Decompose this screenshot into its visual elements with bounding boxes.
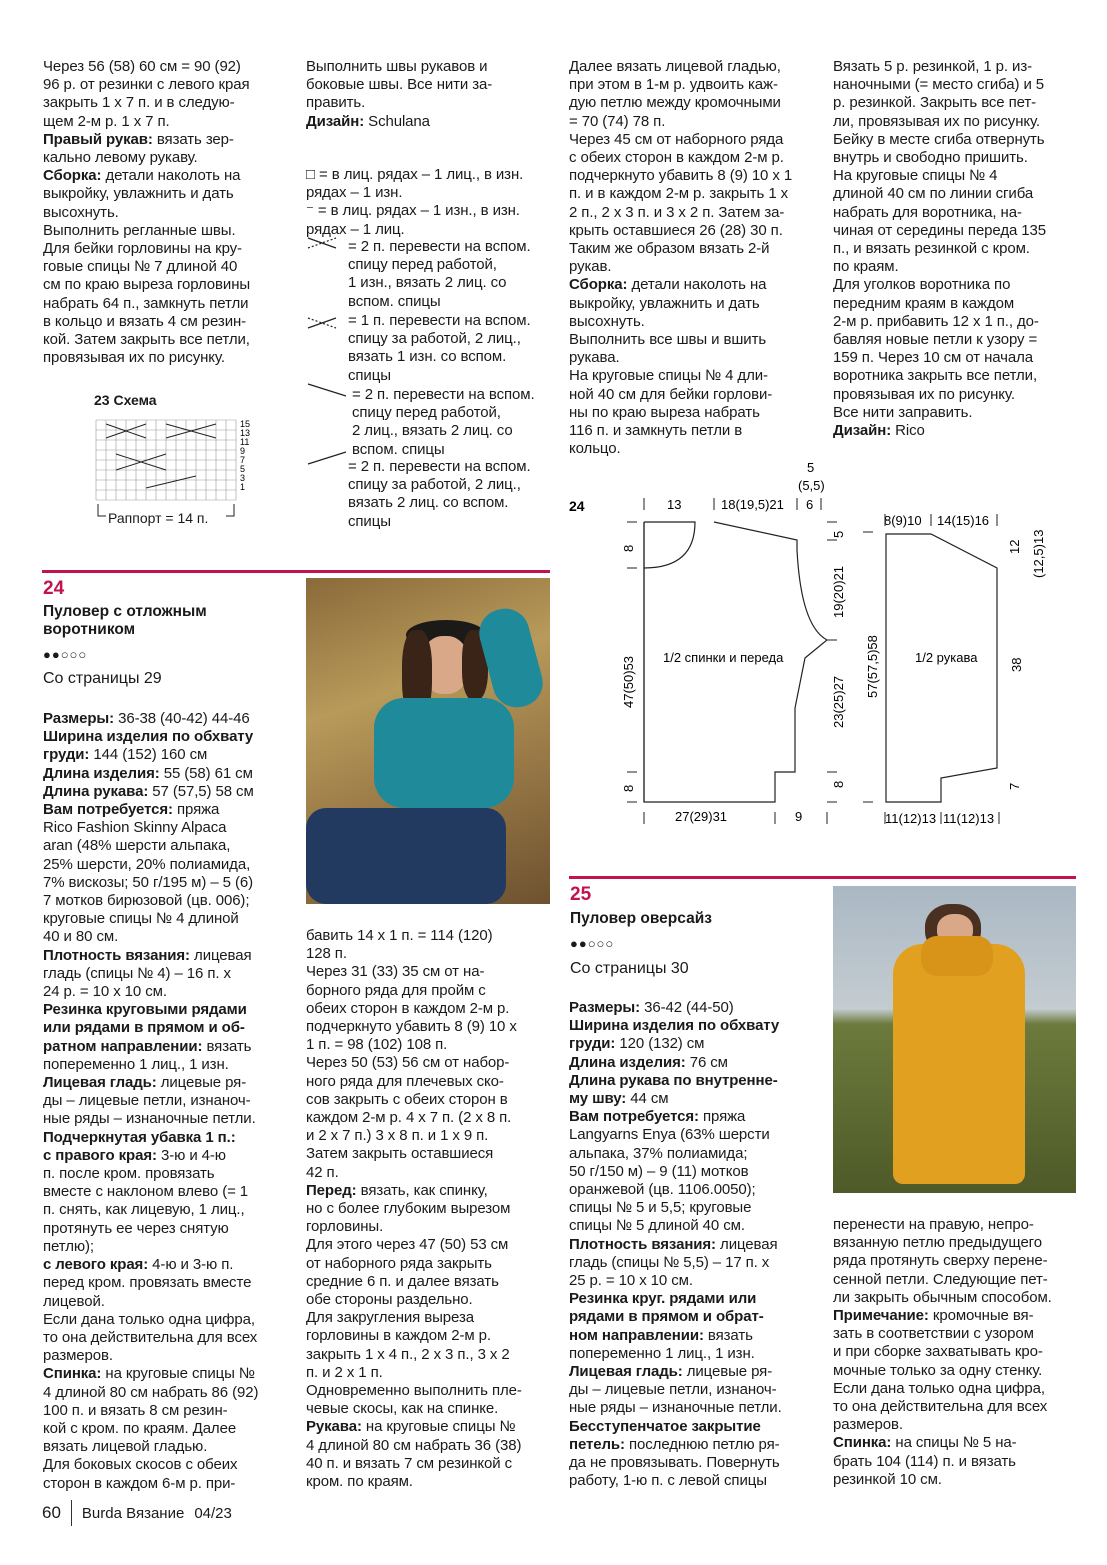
- svg-text:(12,5)13: (12,5)13: [1031, 529, 1046, 578]
- svg-text:27(29)31: 27(29)31: [675, 809, 728, 824]
- section-24-number: 24: [43, 578, 65, 599]
- photo-25-woman-orange-sweater: [833, 886, 1076, 1193]
- assembly-label: Сборка:: [43, 167, 102, 185]
- col3-top: [569, 58, 819, 458]
- right-sleeve-text: вязать зер- кально левому рукаву.: [43, 130, 234, 167]
- section-25-difficulty: ●●○○○: [570, 936, 615, 951]
- scheme-row-number: 3: [240, 473, 246, 483]
- legend-item-purl: ⁻ = в лиц. рядах – 1 изн., в изн. рядах – 1 лиц.: [306, 202, 520, 238]
- col4-top: [833, 58, 1083, 440]
- scheme-row-number: 1: [240, 482, 246, 492]
- page-footer: [42, 1500, 232, 1526]
- magazine-name: Burda Вязание: [81, 1504, 185, 1522]
- svg-text:38: 38: [1009, 657, 1024, 672]
- svg-text:12: 12: [1007, 539, 1022, 554]
- svg-text:11(12)13: 11(12)13: [885, 811, 937, 826]
- footer-divider: [71, 1500, 72, 1526]
- legend-item-knit: □ = в лиц. рядах – 1 лиц., в изн. рядах – 1 изн.: [306, 166, 524, 202]
- scheme-row-number: 11: [240, 437, 250, 447]
- section-25-title: Пуловер оверсайз: [570, 910, 712, 927]
- right-sleeve-label: Правый рукав:: [43, 130, 153, 148]
- svg-text:1/2 спинки и переда: 1/2 спинки и переда: [663, 650, 784, 665]
- svg-text:18(19,5)21: 18(19,5)21: [721, 497, 784, 512]
- col2-bottom: бавить 14 х 1 п. = 114 (120) 128 п. Через 31 (33) 35 см от на- борного ряда для пройм с обеих сторон в каждом 2-м р. подчеркнуто убавить 8 (9) 10 х 1 п. = 98 (102) 108 п. Через 50 (53) 56 см от набор- ного ряда для плечевых ско- сов закрыть с обеих сторон в каждом 2-м р. 4 х 7 п. (2 х 8 п. и 2 х 7 п.) 3 х 8 п. и 1 х 9 п. Затем закрыть оставшиеся 42 п. Перед: вязать, как спинку, но с более глубоким вырезом горловины. Для этого через 47 (50) 53 см от наборного ряда закрыть средние 6 п. и далее вязать обе стороны раздельно. Для закругления выреза горловины в каждом 2-м р. закрыть 1 х 4 п., 2 х 3 п., 3 х 2 п. и 2 х 1 п. Одновременно выполнить пле- чевые скосы, как на спинке. Рукава: на круговые спицы № 4 длиной 80 см набрать 36 (38) 40 п. и вязать 7 см резинкой с кром. по краям.: [306, 927, 522, 1491]
- col4-top-text: Вязать 5 р. резинкой, 1 р. из- наночными (= место сгиба) и 5 р. резинкой. Закрыть все пет- ли, провязывая их по рисунку. Бейку в месте сгиба отвернуть внутрь и свободно пришить. На круговые спицы № 4 длиной 40 см по линии сгиба набрать для воротника, на- чиная от середины переда 135 п., и вязать резинкой с кром. по краям. Для уголков воротника по передним краям в каждом 2-м р. прибавить 12 х 1 п., до- бавляя новые петли к узору = 159 п. Через 10 см от начала воротника закрыть все петли, провязывая их по рисунку. Все нити заправить.: [833, 58, 1047, 421]
- svg-text:13: 13: [667, 497, 682, 512]
- issue-number: 04/23: [194, 1504, 232, 1522]
- col3-bottom: Размеры: 36-42 (44-50) Ширина изделия по обхвату груди: 120 (132) см Длина изделия: 76 см Длина рукава по внутренне- му шву: 44 см Вам потребуется: пряжа Langyarns Enya (63% шерсти альпака, 37% полиамида; 50 г/150 м) – 9 (11) мотков оранжевой (цв. 1106.0050); спицы № 5 и 5,5; круговые спицы № 5 длиной 40 см. Плотность вязания: лицевая гладь (спицы № 5,5) – 17 п. х 25 р. = 10 х 10 см. Резинка круг. рядами или рядами в прямом и обрат- ном направлении: вязать попеременно 1 лиц., 1 изн. Лицевая гладь: лицевые ря- ды – лицевые петли, изнаноч- ные ряды – изнаночные петли. Бесступенчатое закрытие петель: последнюю петлю ря- да не провязывать. Повернуть работу, 1-ю п. с левой спицы: [569, 999, 782, 1490]
- section-25-number: 25: [570, 884, 592, 905]
- svg-text:(5,5): (5,5): [798, 478, 825, 493]
- design-label: Дизайн:: [306, 112, 365, 130]
- svg-text:8: 8: [621, 544, 636, 552]
- svg-text:8: 8: [831, 780, 846, 788]
- svg-text:5: 5: [807, 460, 815, 475]
- scheme-row-number: 9: [240, 446, 246, 456]
- svg-text:11(12)13: 11(12)13: [943, 811, 995, 826]
- section-24-from-page: Со страницы 29: [43, 670, 162, 687]
- svg-text:1/2 рукава: 1/2 рукава: [915, 650, 978, 665]
- photo-24-woman-turquoise-sweater: [306, 578, 550, 904]
- pattern-24-label: 24: [569, 498, 585, 514]
- scheme-23-repeat: Раппорт = 14 п.: [108, 510, 209, 526]
- scheme-row-number: 5: [240, 464, 246, 474]
- col3-assembly-label: Сборка:: [569, 276, 628, 294]
- section-25-bar: [569, 876, 1076, 879]
- legend-item-cable-1: = 2 п. перевести на вспом. спицу перед работой, 1 изн., вязать 2 лиц. со вспом. спицы: [348, 238, 531, 310]
- col1-bottom: Размеры: 36-38 (40-42) 44-46 Ширина изделия по обхвату груди: 144 (152) 160 см Длина изделия: 55 (58) 61 см Длина рукава: 57 (57,5) 58 см Вам потребуется: пряжа Rico Fashion Skinny Alpaca aran (48% шерсти альпака, 25% шерсти, 20% полиамида, 7% вискозы; 50 г/195 м) – 5 (6) 7 мотков бирюзовой (цв. 006); круговые спицы № 4 длиной 40 и 80 см. Плотность вязания: лицевая гладь (спицы № 4) – 16 п. х 24 р. = 10 х 10 см. Резинка круговыми рядами или рядами в прямом и об- ратном направлении: вязать попеременно 1 лиц., 1 изн. Лицевая гладь: лицевые ря- ды – лицевые петли, изнаноч- ные ряды – изнаночные петли. Подчеркнутая убавка 1 п.: с правого края: 3-ю и 4-ю п. после кром. провязать вместе с наклоном влево (= 1 п. снять, как лицевую, 1 лиц., протянуть ее через снятую петлю); с левого края: 4-ю и 3-ю п. перед кром. провязать вместе лицевой. Если дана только одна цифра, то она действительна для всех размеров. Спинка: на круговые спицы № 4 длиной 80 см набрать 86 (92) 100 п. и вязать 8 см резин- кой с кром. по краям. Далее вязать лицевой гладью. Для боковых скосов с обеих сторон в каждом 6-м р. при-: [43, 710, 259, 1492]
- scheme-row-number: 7: [240, 455, 246, 465]
- col4-design-value: Rico: [891, 422, 925, 440]
- scheme-row-number: 15: [240, 419, 251, 429]
- svg-text:8: 8: [621, 784, 636, 792]
- svg-text:6: 6: [806, 497, 814, 512]
- col1-top-text: Через 56 (58) 60 см = 90 (92) 96 р. от резинки с левого края закрыть 1 х 7 п. и в следую- щем 2-м р. 1 х 7 п.: [43, 58, 250, 130]
- scheme-cable-mark: [146, 476, 196, 488]
- page-number: 60: [42, 1503, 61, 1522]
- col3-top-text: Далее вязать лицевой гладью, при этом в 1-м р. удвоить каж- дую петлю между кромочными = 70 (74) 78 п. Через 45 см от наборного ряда с обеих сторон в каждом 2-м р. подчеркнуто убавить 8 (9) 10 х 1 п. и в каждом 2-м р. закрыть 1 х 2 п., 2 х 3 п. и 3 х 2 п. Затем за- крыть оставшиеся 26 (28) 30 п. Таким же образом вязать 2-й рукав.: [569, 58, 793, 276]
- svg-text:5: 5: [831, 530, 846, 538]
- section-25-from-page: Со страницы 30: [570, 960, 689, 977]
- scheme-23: [86, 392, 286, 532]
- col4-design-label: Дизайн:: [833, 422, 892, 440]
- svg-text:7: 7: [1007, 782, 1022, 790]
- svg-text:23(25)27: 23(25)27: [831, 675, 846, 728]
- svg-text:14(15)16: 14(15)16: [937, 513, 990, 528]
- svg-text:19(20)21: 19(20)21: [831, 565, 846, 618]
- svg-text:57(57,5)58: 57(57,5)58: [865, 635, 880, 698]
- section-24-title: Пуловер с отложным воротником: [43, 603, 207, 638]
- scheme-row-number: 13: [240, 428, 251, 438]
- design-value: Schulana: [364, 112, 430, 130]
- svg-text:9: 9: [795, 809, 803, 824]
- section-24-difficulty: ●●○○○: [43, 647, 88, 662]
- legend-item-cable-2: = 1 п. перевести на вспом. спицу за работой, 2 лиц., вязать 1 изн. со вспом. спицы: [348, 312, 531, 384]
- assembly-text: детали наколоть на выкройку, увлажнить и дать высохнуть. Выполнить регланные швы. Для бейки горловины на кру- говые спицы № 7 длиной 40 см по краю выреза горловины набрать 64 п., замкнуть петли в кольцо и вязать 4 см резин- кой. Затем закрыть все петли, провязывая их по рисунку.: [43, 167, 251, 367]
- svg-text:8(9)10: 8(9)10: [884, 513, 922, 528]
- sizes-label: Размеры:: [43, 710, 115, 727]
- col2-top-text: Выполнить швы рукавов и боковые швы. Все нити за- править.: [306, 58, 493, 112]
- legend-item-cable-3: = 2 п. перевести на вспом. спицу перед работой, 2 лиц., вязать 2 лиц. со вспом. спицы: [352, 386, 535, 458]
- col1-top: [43, 58, 293, 367]
- col4-bottom: перенести на правую, непро- вязанную петлю предыдущего ряда протянуть сверху перене- сенной петли. Следующие пет- ли закрыть обычным способом. Примечание: кромочные вя- зать в соответствии с узором и при сборке захватывать кро- мочные только за одну стенку. Если дана только одна цифра, то она действительна для всех размеров. Спинка: на спицы № 5 на- брать 104 (114) п. и вязать резинкой 10 см.: [833, 1216, 1052, 1488]
- col2-top: [306, 58, 556, 131]
- legend-item-cable-4: = 2 п. перевести на вспом. спицу за работой, 2 лиц., вязать 2 лиц. со вспом. спицы: [348, 458, 531, 530]
- scheme-23-title: 23 Схема: [94, 392, 157, 408]
- pattern-24-diagram: [565, 458, 1085, 828]
- col3-assembly-text: детали наколоть на выкройку, увлажнить и дать высохнуть. Выполнить все швы и вшить рукава. На круговые спицы № 4 дли- ной 40 см для бейки горлови- ны по краю выреза набрать 116 п. и замкнуть петли в кольцо.: [569, 276, 773, 458]
- section-24-bar: [42, 570, 550, 573]
- svg-text:47(50)53: 47(50)53: [621, 655, 636, 708]
